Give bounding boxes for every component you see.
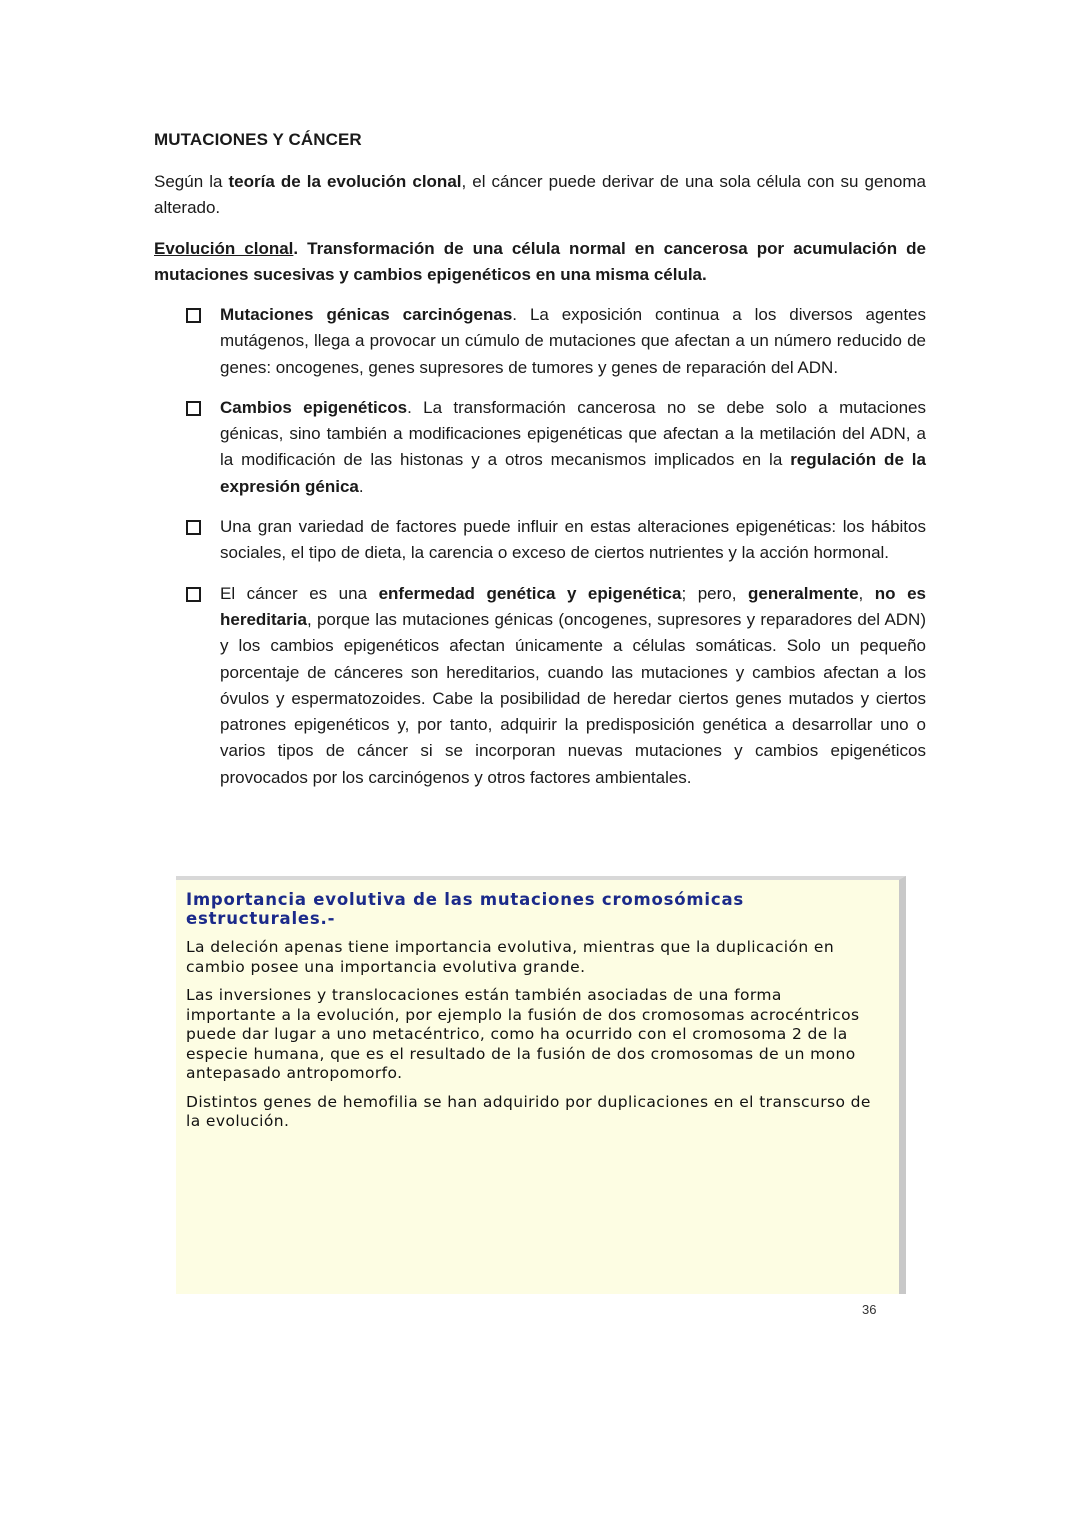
- list-item: [186, 302, 926, 381]
- clonal-evolution-definition: . Transformación de una célula normal en cancerosa por acumulación de mutaciones sucesivas y cambios epigenéticos en una misma célula.: [154, 239, 926, 284]
- list-item: [186, 514, 926, 567]
- info-box-content: [186, 890, 876, 1141]
- bullet-text: Una gran variedad de factores puede influir en estas alteraciones epigenéticas: los hábitos sociales, el tipo de dieta, la carencia o exceso de ciertos nutrientes y la acción hormonal.: [220, 517, 926, 563]
- info-box-paragraph: Las inversiones y translocaciones están también asociadas de una forma importante a la evolución, por ejemplo la fusión de dos cromosomas acrocéntricos puede dar lugar a uno metacéntrico, como ha ocurrido con el cromosoma 2 de la especie humana, que es el resultado de la fusión de dos cromosomas de un mono antepasado antropomorfo.: [186, 986, 860, 1082]
- checkbox-square-icon: [186, 520, 201, 535]
- clonal-evolution-paragraph: [154, 236, 926, 288]
- bullet-text: .: [358, 476, 364, 496]
- list-item: [186, 395, 926, 500]
- bullet-text: , porque las mutaciones génicas (oncogenes, supresores y reparadores del ADN) y los cambios epigenéticos afectan únicamente a células somáticas. Solo un pequeño porcentaje de cánceres son hereditarios, cuando las mutaciones y cambios afectan a los óvulos y espermatozoides. Cabe la posibilidad de heredar ciertos genes mutados y ciertos patrones epigenéticos y, por tanto, adquirir la predisposición genética a desarrollar uno o varios tipos de cáncer si se incorporan nuevas mutaciones y cambios epigenéticos provocados por los carcinógenos y otros factores ambientales.: [220, 609, 926, 787]
- info-box-title: Importancia evolutiva de las mutaciones cromosómicas estructurales.-: [186, 890, 745, 928]
- checkbox-square-icon: [186, 401, 201, 416]
- bullet-bold-term: Cambios epigenéticos: [220, 397, 408, 417]
- info-box: [176, 876, 906, 1294]
- bullet-bold-term: Mutaciones génicas carcinógenas: [220, 305, 513, 324]
- info-box-paragraph: Distintos genes de hemofilia se han adquirido por duplicaciones en el transcurso de la evolución.: [186, 1092, 871, 1130]
- bullet-list: [186, 302, 926, 805]
- bullet-text: ; pero,: [681, 583, 748, 603]
- bullet-bold-term: regulación de la expresión génica: [220, 450, 926, 496]
- page-number: 36: [862, 1302, 877, 1317]
- bullet-text: . La exposición continua a los diversos agentes mutágenos, llega a provocar un cúmulo de mutaciones que afectan a un número reducido de genes: oncogenes, genes supresores de tumores y genes de reparación del ADN.: [220, 305, 926, 377]
- bullet-text: ,: [858, 583, 875, 603]
- intro-bold-term: teoría de la evolución clonal: [228, 172, 462, 191]
- bullet-text: El cáncer es una: [220, 583, 379, 603]
- section-title: MUTACIONES Y CÁNCER: [154, 130, 362, 149]
- bullet-text: . La transformación cancerosa no se debe solo a mutaciones génicas, sino también a modificaciones epigenéticas que afectan a la metilación del ADN, a la modificación de las histonas y a otros mecanismos implicados en la: [220, 397, 927, 470]
- checkbox-square-icon: [186, 308, 201, 323]
- intro-paragraph: [154, 169, 926, 221]
- bullet-bold-term: enfermedad genética y epigenética: [378, 583, 682, 603]
- intro-text-2: , el cáncer puede derivar de una sola célula con su genoma alterado.: [154, 172, 926, 217]
- info-box-paragraph: La deleción apenas tiene importancia evolutiva, mientras que la duplicación en cambio posee una importancia evolutiva grande.: [186, 938, 835, 976]
- clonal-evolution-label: Evolución clonal: [154, 239, 294, 258]
- checkbox-square-icon: [186, 587, 201, 602]
- bullet-bold-term: generalmente: [748, 583, 859, 603]
- list-item: [186, 581, 926, 791]
- intro-text-1: Según la: [154, 172, 229, 191]
- bullet-bold-term: no es hereditaria: [220, 583, 926, 629]
